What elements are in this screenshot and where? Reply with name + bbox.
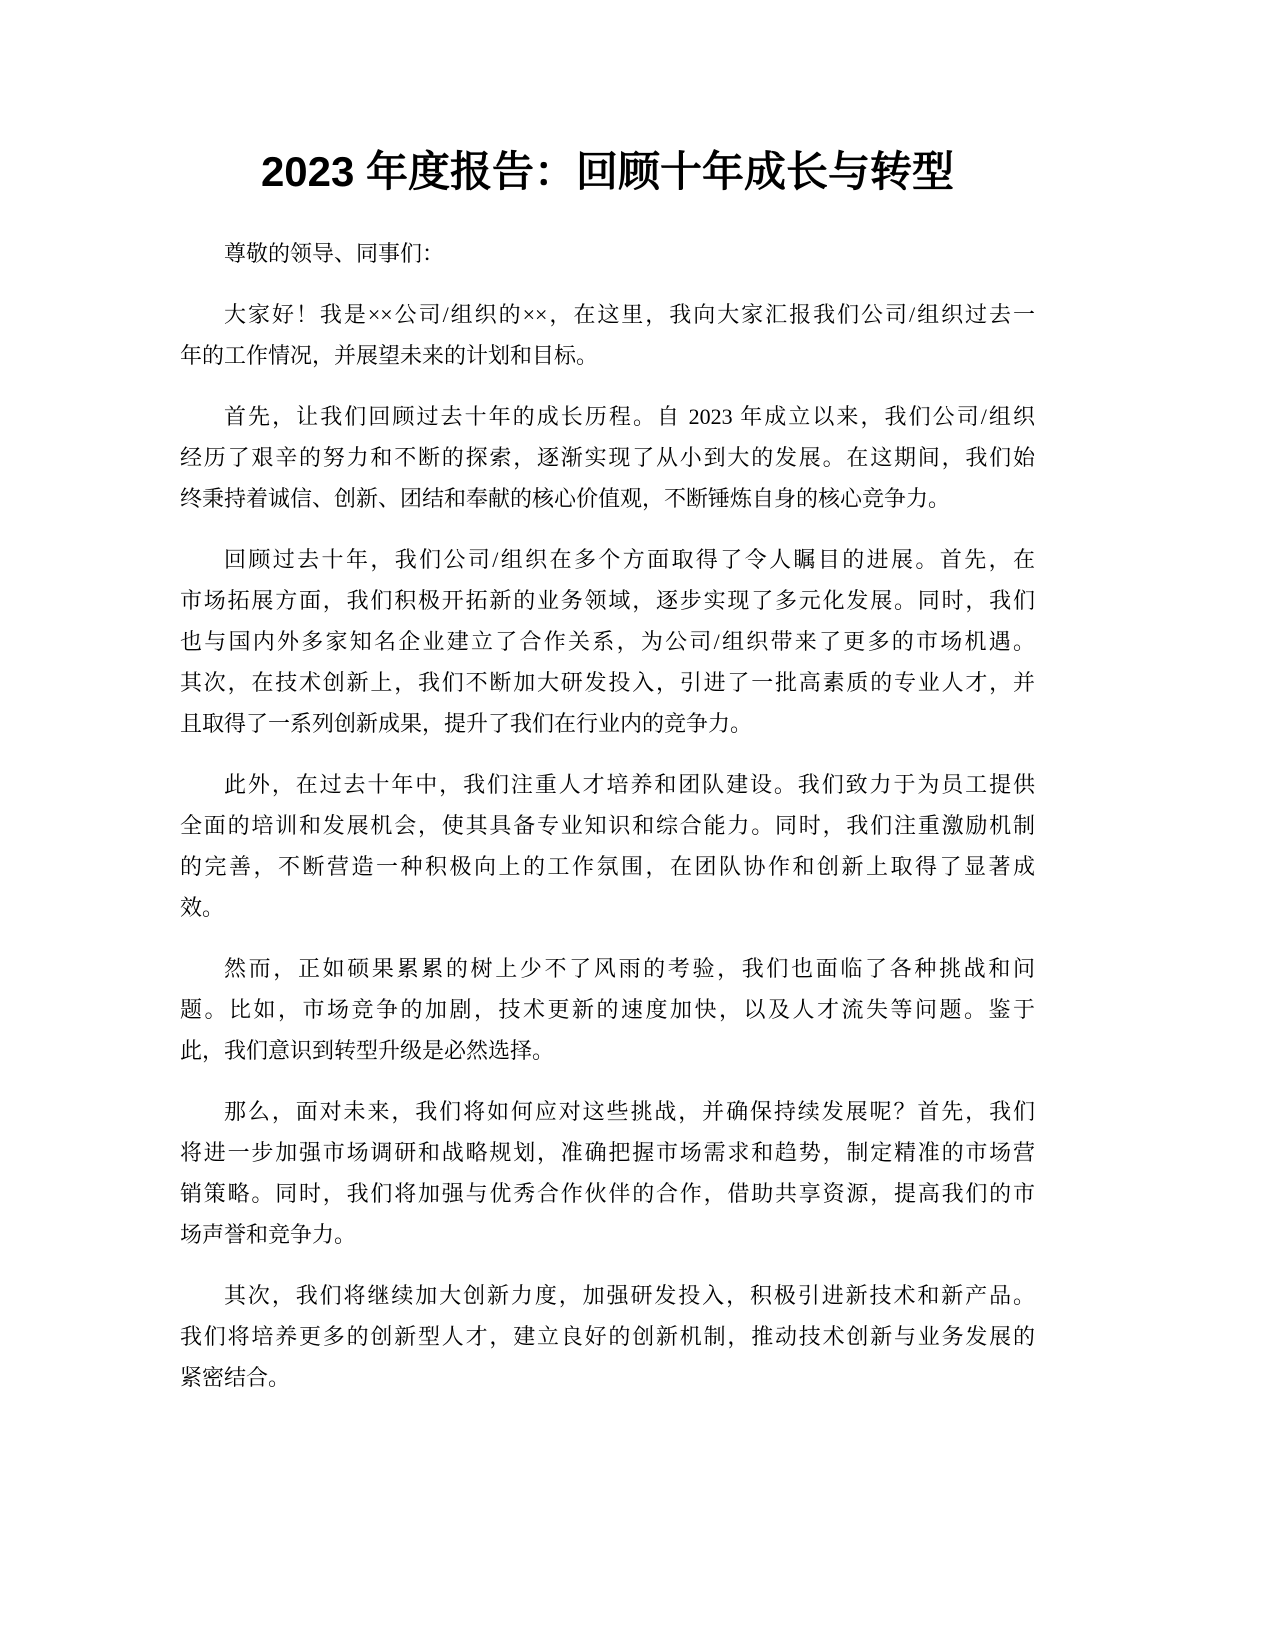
paragraph-line: 将进一步加强市场调研和战略规划，准确把握市场需求和趋势，制定精准的市场营: [180, 1140, 1035, 1165]
paragraph-line: 且取得了一系列创新成果，提升了我们在行业内的竞争力。: [180, 711, 753, 736]
paragraph-line: 其次，在技术创新上，我们不断加大研发投入，引进了一批高素质的专业人才，并: [180, 670, 1035, 695]
paragraph-history: [180, 396, 1035, 519]
paragraph-line: 全面的培训和发展机会，使其具备专业知识和综合能力。同时，我们注重激励机制: [180, 813, 1035, 838]
document-body: [180, 144, 1035, 1418]
paragraph-line: 的完善，不断营造一种积极向上的工作氛围，在团队协作和创新上取得了显著成: [180, 854, 1035, 879]
paragraph-line: 题。比如，市场竞争的加剧，技术更新的速度加快，以及人才流失等问题。鉴于: [180, 997, 1035, 1022]
paragraph-line: 销策略。同时，我们将加强与优秀合作伙伴的合作，借助共享资源，提高我们的市: [180, 1181, 1035, 1206]
paragraph-future-market: [180, 1091, 1035, 1255]
paragraph-line: 此外，在过去十年中，我们注重人才培养和团队建设。我们致力于为员工提供: [224, 772, 1035, 797]
page-title: 2023 年度报告：回顾十年成长与转型: [260, 148, 955, 195]
paragraph-line: 效。: [180, 895, 225, 920]
paragraph-line: 尊敬的领导、同事们：: [224, 241, 445, 266]
paragraph-line: 终秉持着诚信、创新、团结和奉献的核心价值观，不断锤炼自身的核心竞争力。: [180, 486, 951, 511]
paragraph-greeting: [180, 294, 1035, 376]
paragraph-line: 那么，面对未来，我们将如何应对这些挑战，并确保持续发展呢？首先，我们: [224, 1099, 1035, 1124]
paragraph-line: 其次，我们将继续加大创新力度，加强研发投入，积极引进新技术和新产品。: [224, 1283, 1035, 1308]
paragraph-achievements: [180, 539, 1035, 744]
paragraph-line: 经历了艰辛的努力和不断的探索，逐渐实现了从小到大的发展。在这期间，我们始: [180, 445, 1035, 470]
paragraph-line: 也与国内外多家知名企业建立了合作关系，为公司/组织带来了更多的市场机遇。: [180, 629, 1035, 654]
paragraph-future-innovation: [180, 1275, 1035, 1398]
paragraph-line: 场声誉和竞争力。: [180, 1222, 357, 1247]
paragraph-line: 然而，正如硕果累累的树上少不了风雨的考验，我们也面临了各种挑战和问: [224, 956, 1035, 981]
paragraph-talent: [180, 764, 1035, 928]
paragraph-salutation: [180, 233, 1035, 274]
paragraph-line: 首先，让我们回顾过去十年的成长历程。自 2023 年成立以来，我们公司/组织: [224, 404, 1035, 429]
paragraph-line: 年的工作情况，并展望未来的计划和目标。: [180, 343, 599, 368]
paragraph-line: 我们将培养更多的创新型人才，建立良好的创新机制，推动技术创新与业务发展的: [180, 1324, 1035, 1349]
paragraph-line: 大家好！我是××公司/组织的××，在这里，我向大家汇报我们公司/组织过去一: [224, 302, 1035, 327]
paragraph-line: 市场拓展方面，我们积极开拓新的业务领域，逐步实现了多元化发展。同时，我们: [180, 588, 1035, 613]
paragraph-challenges: [180, 948, 1035, 1071]
paragraph-line: 紧密结合。: [180, 1365, 291, 1390]
paragraph-line: 此，我们意识到转型升级是必然选择。: [180, 1038, 555, 1063]
paragraph-line: 回顾过去十年，我们公司/组织在多个方面取得了令人瞩目的进展。首先，在: [224, 547, 1035, 572]
